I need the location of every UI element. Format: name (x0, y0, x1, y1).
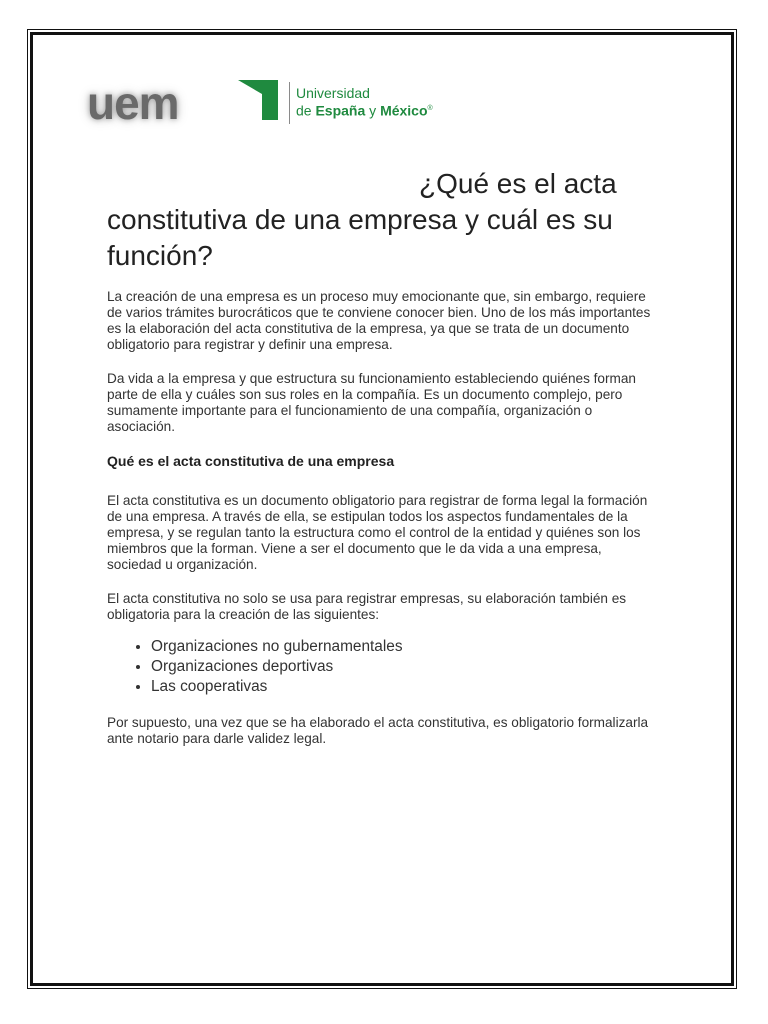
logo-line2-prefix: de (296, 102, 316, 119)
logo-wordmark: uem (87, 77, 179, 129)
list-item: • Organizaciones no gubernamentales (151, 637, 657, 657)
logo-registered-mark: ® (427, 105, 433, 112)
section-paragraph-2: El acta constitutiva no solo se usa para registrar empresas, su elaboración también es obligatoria para la creación de las siguientes: (107, 591, 627, 622)
logo-divider (289, 82, 290, 124)
logo-line2-bold: España (315, 102, 366, 119)
organization-list (107, 637, 657, 697)
list-item: • Organizaciones deportivas (151, 657, 657, 677)
logo-flag-icon (232, 80, 280, 122)
logo-line2 (296, 101, 433, 119)
logo-line2-bold2: México (380, 102, 428, 119)
intro-paragraph-1: La creación de una empresa es un proceso muy emocionante que, sin embargo, requiere de varios trámites burocráticos que te conviene conocer bien. Uno de los más importantes es la elaboración del acta constitutiva de la empresa, ya que se trata de un documento obligatorio para registrar y definir una empresa. (107, 289, 651, 352)
list-item: • Las cooperativas (151, 677, 657, 697)
section-paragraph-1: El acta constitutiva es un documento obligatorio para registrar de forma legal la formación de una empresa. A través de ella, se estipulan todos los aspectos fundamentales de la empresa, y se regulan tanto la estructura como el control de la entidad y quiénes son los miembros que la forman. Viene a ser el documento que le da vida a una empresa, sociedad u organización. (107, 493, 648, 572)
section-heading: Qué es el acta constitutiva de una empresa (107, 453, 395, 469)
logo-university-name (296, 85, 433, 119)
intro-paragraph-2: Da vida a la empresa y que estructura su funcionamiento estableciendo quiénes forman parte de ella y cuáles son sus roles en la compañía. Es un documento complejo, pero sumamente importante para el funcionamiento de una compañía, organización o asociación. (107, 371, 636, 434)
logo-line1: Universidad (296, 85, 370, 101)
uem-logo (87, 77, 433, 132)
article-body (107, 289, 657, 765)
page-title: ¿Qué es el acta constitutiva de una empresa y cuál es su función? (107, 168, 617, 271)
closing-paragraph: Por supuesto, una vez que se ha elaborado el acta constitutiva, es obligatorio formalizarla ante notario para darle validez legal. (107, 715, 649, 746)
logo-line2-mid: y (365, 102, 381, 119)
